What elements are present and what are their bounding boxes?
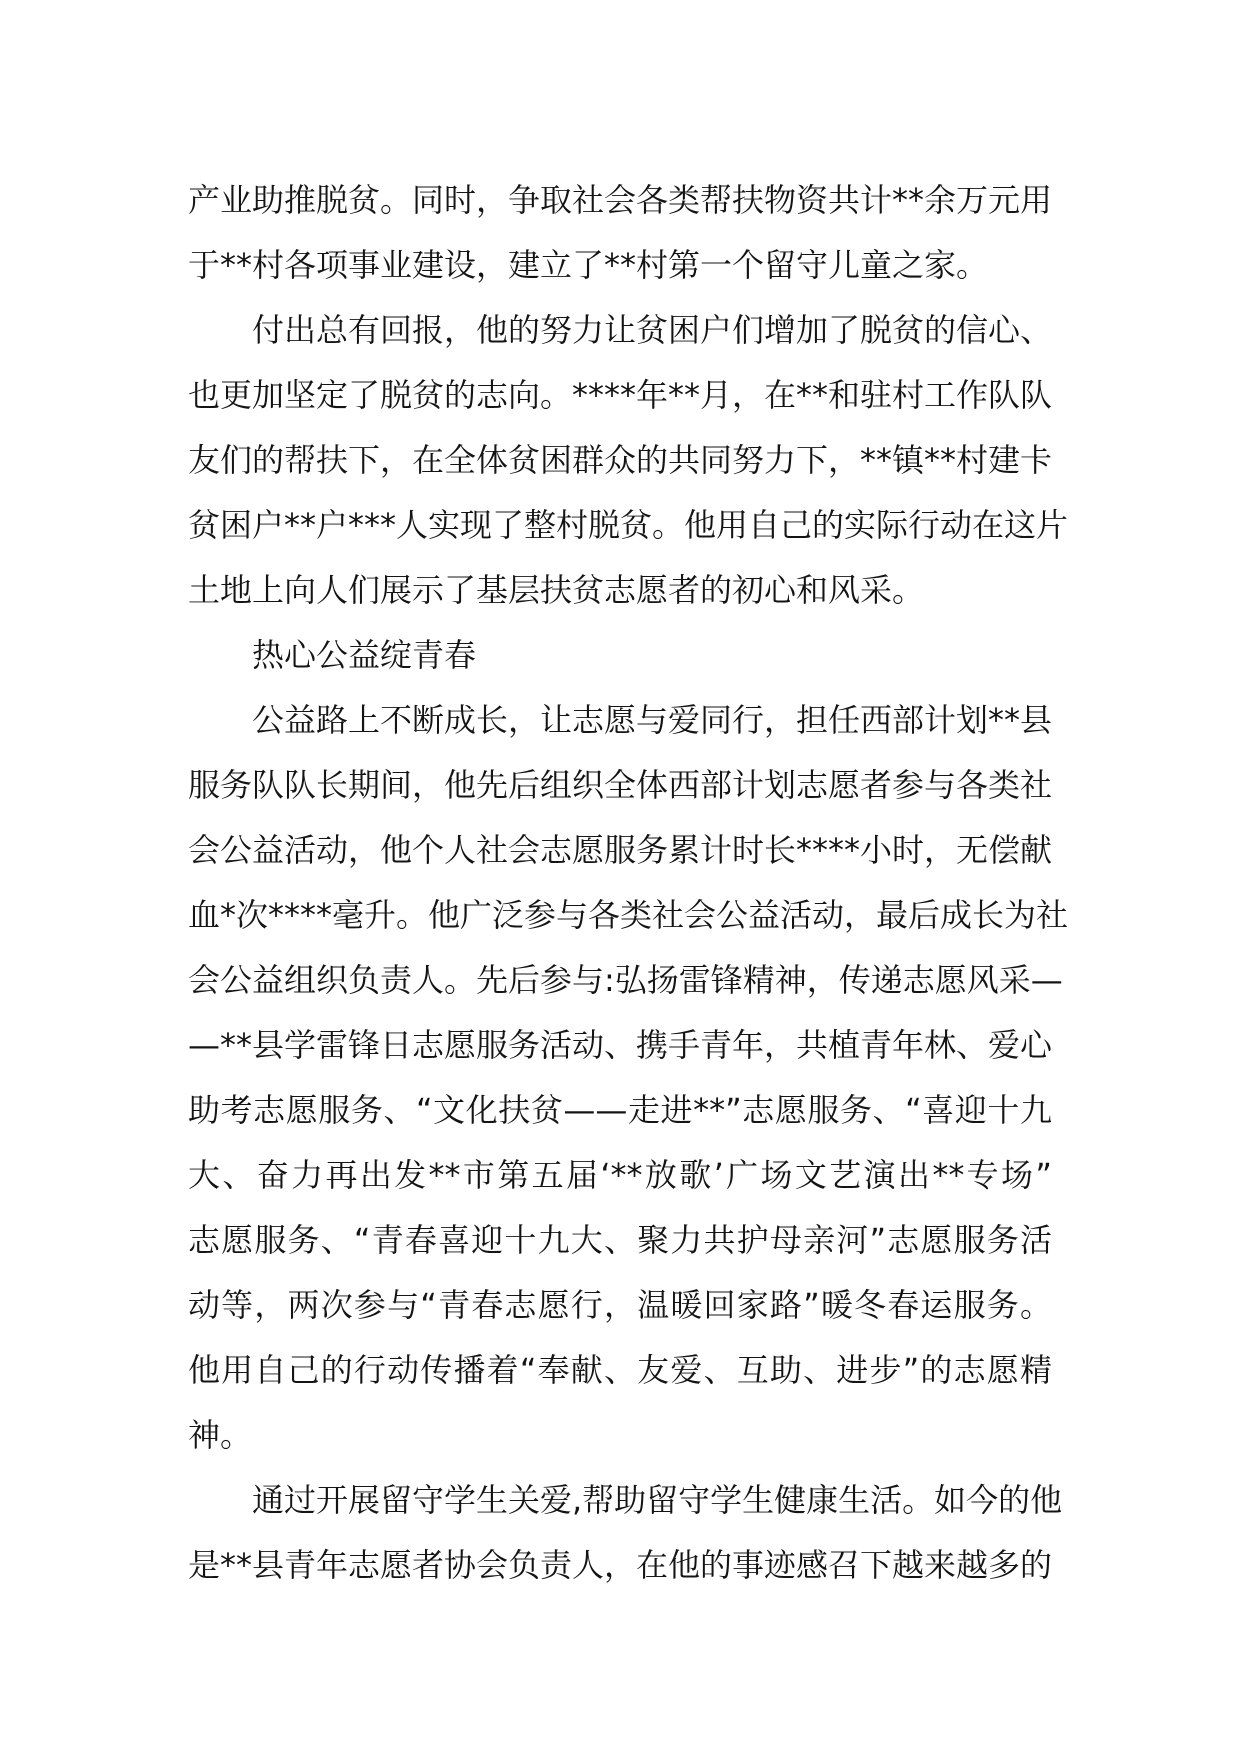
document-body	[188, 168, 1069, 1598]
paragraph-1-line-1: 产业助推脱贫。同时，争取社会各类帮扶物资共计**余万元用	[188, 181, 1053, 219]
paragraph-2-line-1: 付出总有回报，他的努力让贫困户们增加了脱贫的信心、	[252, 311, 1053, 349]
paragraph-3-line-1: 公益路上不断成长，让志愿与爱同行，担任西部计划**县	[252, 701, 1053, 739]
paragraph-2-line-5: 土地上向人们展示了基层扶贫志愿者的初心和风采。	[188, 571, 925, 609]
paragraph-3-line-4: 血*次****毫升。他广泛参与各类社会公益活动，最后成长为社	[188, 896, 1069, 934]
paragraph-2-line-3: 友们的帮扶下，在全体贫困群众的共同努力下，**镇**村建卡	[188, 441, 1053, 479]
paragraph-3-line-8: 大、奋力再出发**市第五届‘**放歌’广场文艺演出**专场”	[188, 1156, 1052, 1194]
paragraph-3-line-12: 神。	[188, 1416, 253, 1454]
paragraph-3-line-5: 会公益组织负责人。先后参与:弘扬雷锋精神，传递志愿风采—	[188, 961, 1063, 999]
paragraph-3-line-2: 服务队队长期间，他先后组织全体西部计划志愿者参与各类社	[188, 766, 1053, 804]
paragraph-2-line-4: 贫困户**户***人实现了整村脱贫。他用自己的实际行动在这片	[188, 506, 1069, 544]
paragraph-3-line-9: 志愿服务、“青春喜迎十九大、聚力共护母亲河”志愿服务活	[188, 1221, 1052, 1259]
paragraph-2-line-2: 也更加坚定了脱贫的志向。****年**月，在**和驻村工作队队	[188, 376, 1053, 414]
paragraph-3-line-6: —**县学雷锋日志愿服务活动、携手青年，共植青年林、爱心	[188, 1026, 1053, 1064]
paragraph-3-line-11: 他用自己的行动传播着“奉献、友爱、互助、进步”的志愿精	[188, 1351, 1052, 1389]
paragraph-3-line-7: 助考志愿服务、“文化扶贫——走进**”志愿服务、“喜迎十九	[188, 1091, 1052, 1129]
paragraph-1-line-2: 于**村各项事业建设，建立了**村第一个留守儿童之家。	[188, 246, 989, 284]
section-heading: 热心公益绽青春	[252, 636, 477, 674]
paragraph-3-line-10: 动等，两次参与“青春志愿行，温暖回家路”暖冬春运服务。	[188, 1286, 1052, 1324]
paragraph-4-line-2: 是**县青年志愿者协会负责人，在他的事迹感召下越来越多的	[188, 1546, 1053, 1584]
paragraph-3-line-3: 会公益活动，他个人社会志愿服务累计时长****小时，无偿献	[188, 831, 1053, 869]
paragraph-4-line-1: 通过开展留守学生关爱,帮助留守学生健康生活。如今的他	[252, 1481, 1063, 1519]
